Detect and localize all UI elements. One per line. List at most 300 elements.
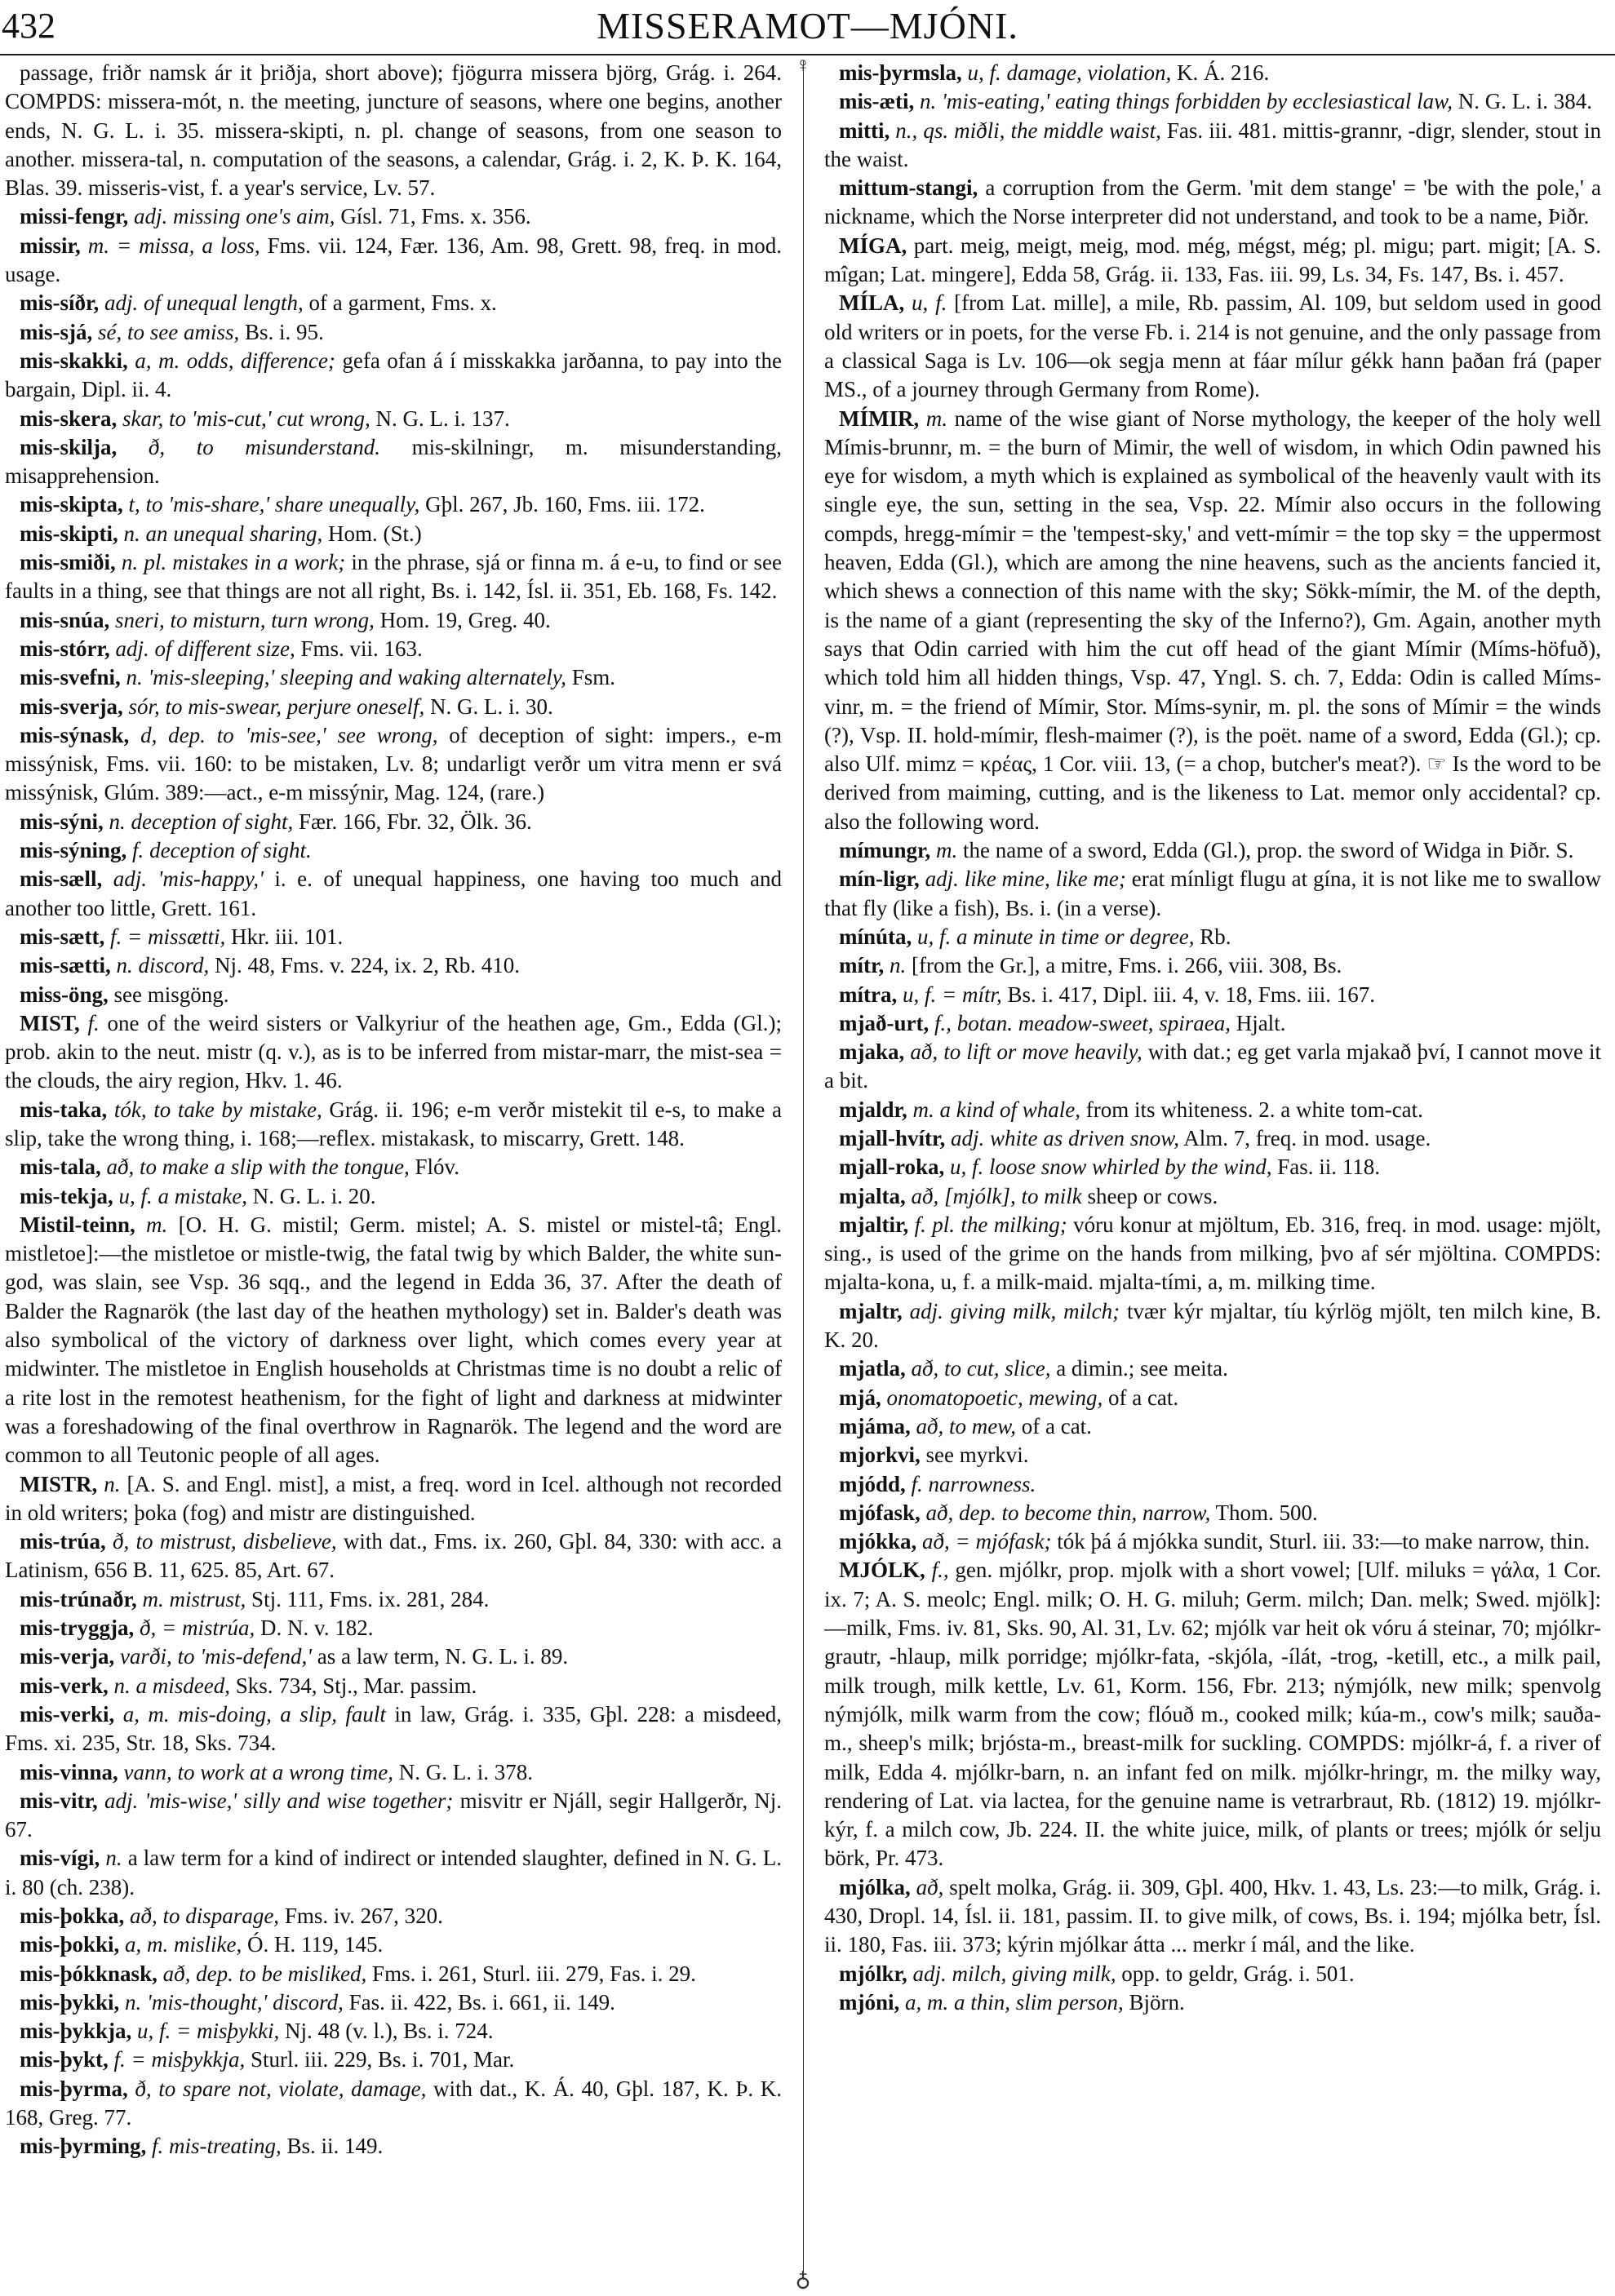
headword: mjólkr, [839, 1961, 907, 1986]
headword: miss-öng, [20, 982, 109, 1007]
headword: missir, [20, 233, 81, 258]
definition: a thin, slim person, [954, 1989, 1124, 2015]
entry-text: as a law term, N. G. L. i. 89. [317, 1644, 569, 1669]
grammar-note: u, f. [118, 1183, 153, 1208]
grammar-note: ð, [135, 2076, 152, 2101]
headword: mis-trúnaðr, [20, 1586, 137, 1611]
definition: giving milk, milch; [950, 1298, 1120, 1323]
dictionary-entry [824, 1211, 1601, 1297]
headword: mjatla, [839, 1356, 906, 1381]
entry-text: with dat., K. Á. 40, Gþl. 187, K. Þ. K. 168, Greg. 77. [5, 2076, 782, 2130]
entry-text: Hom. 19, Greg. 40. [379, 607, 551, 632]
entry-text: D. N. v. 182. [260, 1616, 374, 1641]
grammar-note: f. [132, 838, 144, 863]
column-ornament-bottom: ♁ [795, 2267, 811, 2291]
headword: mis-vinna, [20, 1759, 118, 1784]
grammar-note: t, [128, 492, 140, 517]
definition: mewing, [1028, 1385, 1103, 1410]
dictionary-entry [5, 1614, 782, 1642]
dictionary-entry [5, 59, 782, 202]
entry-text: [from Lat. mille], a mile, Rb. passim, Al. 109, but seldom used in good old writers or in poets, for the verse Fb. i. 214 is not genuine, and the only passage from a classical Saga is Lv. 106—ok segja menn at fáar mílur gékk hann þaðan frá (paper MS., of a journey through Germany from Rome). [824, 290, 1601, 402]
definition: 'mis-sleeping,' sleeping and waking alternately, [148, 665, 566, 690]
headword: mis-æti, [839, 89, 915, 114]
definition: to misunderstand. [196, 434, 381, 459]
dictionary-entry [5, 951, 782, 980]
entry-text: from its whiteness. 2. a white tom-cat. [1085, 1097, 1423, 1122]
headword: mittum-stangi, [839, 175, 978, 201]
definition: of unequal length, [144, 290, 304, 316]
entry-text: Hkr. iii. 101. [230, 924, 344, 949]
grammar-note: varði, [119, 1644, 172, 1669]
entry-text: Stj. 111, Fms. ix. 281, 284. [251, 1586, 490, 1611]
grammar-note: onomatopoetic, [886, 1385, 1023, 1410]
grammar-note: adj. [134, 204, 168, 229]
grammar-note: sór, [128, 694, 160, 719]
grammar-note: adj. [951, 1125, 985, 1150]
entry-text: part. meig, meigt, meig, mod. még, mégst, még; pl. migu; part. migit; [A. S. mîgan; Lat. mingere], Edda 58, Grág. ii. 133, Fas. iii. 99, Ls. 34, Fs. 147, Bs. i. 457. [824, 233, 1601, 287]
entry-text: of a garment, Fms. x. [308, 290, 497, 316]
dictionary-entry [824, 1096, 1601, 1124]
entry-text: Fms. vii. 163. [300, 636, 423, 661]
grammar-note: n. [919, 89, 937, 114]
dictionary-entry [5, 1960, 782, 1988]
grammar-note: m. [146, 1212, 168, 1237]
headword: mis-sjá, [20, 319, 93, 344]
dictionary-entry [824, 289, 1601, 404]
grammar-note: adj. [104, 1788, 139, 1813]
headword: mis-sæll, [20, 867, 103, 892]
entry-text: Gþl. 267, Jb. 160, Fms. iii. 172. [425, 492, 705, 517]
grammar-note: adj. [104, 290, 139, 316]
entry-text: gefa ofan á í misskakka jarðanna, to pay into the bargain, Dipl. ii. 4. [5, 348, 782, 402]
dictionary-entry [5, 2075, 782, 2133]
dictionary-entry [5, 433, 782, 491]
headword: mítr, [839, 953, 885, 978]
headword: mis-skilja, [20, 434, 118, 459]
entry-text: K. Á. 216. [1177, 60, 1270, 85]
dictionary-entry [5, 721, 782, 808]
dictionary-entry [824, 951, 1601, 980]
dictionary-entry [824, 1384, 1601, 1412]
definition: to make a slip with the tongue, [139, 1155, 410, 1180]
headword: mis-tryggja, [20, 1616, 135, 1641]
headword: mjalta, [839, 1183, 906, 1208]
grammar-note: u, f. [967, 60, 1001, 85]
entry-text: N. G. L. i. 384. [1457, 89, 1592, 114]
grammar-note: n. [890, 953, 907, 978]
headword: mis-skipta, [20, 492, 123, 517]
dictionary-entry [824, 1556, 1601, 1873]
entry-text: Bs. ii. 149. [286, 2134, 384, 2159]
entry-text: in law, Grág. i. 335, Gþl. 228: a misdeed, Fms. xi. 235, Str. 18, Sks. 734. [5, 1701, 782, 1756]
headword: mjaltir, [839, 1212, 909, 1237]
headword: mis-trúa, [20, 1529, 106, 1554]
entry-text: of deception of sight: impers., e-m missýnisk, Fms. vii. 160: to be mistaken, Lv. 8; undarligt verðr um vitra menn er svá missýnisk, Glúm. 389:—act., e-m missýnir, Mag. 124, (rare.) [5, 722, 782, 805]
entry-text: Fær. 166, Fbr. 32, Ölk. 36. [299, 809, 532, 834]
headword: mis-síðr, [20, 290, 100, 316]
definition: a loss, [202, 233, 260, 258]
dictionary-entry [5, 2132, 782, 2161]
dictionary-entry [5, 693, 782, 721]
definition: to take by mistake, [153, 1097, 322, 1122]
definition: to milk [1021, 1183, 1082, 1208]
headword: mis-vígi, [20, 1846, 100, 1871]
entry-text: [O. H. G. mistil; Germ. mistel; A. S. mistel or mistel-tâ; Engl. mistletoe]:—the mistletoe or mistle-twig, the fatal twig by which Balder, the white sun-god, was slain, see Vsp. 36 sqq., and the legend in Edda 36, 37. After the death of Balder the Ragnarök (the last day of the heathen mythology) set in. Balder's death was also symbolical of the victory of darkness over light, which comes every year at midwinter. The mistletoe in English households at Christmas time is no doubt a relic of a rite lost in the remotest heathenism, for the fight of light and darkness at midwinter was a foreshadowing of the final overthrow in Ragnarök. The legend and the word are common to all Teutonic people of all ages. [5, 1212, 782, 1468]
entry-text: see misgöng. [113, 982, 229, 1007]
headword: mis-verk, [20, 1673, 109, 1698]
grammar-note: adj. [912, 1961, 947, 1986]
dictionary-entry [5, 663, 782, 692]
dictionary-entry [5, 1787, 782, 1845]
grammar-note: vann, [123, 1759, 172, 1784]
entry-text: passage, friðr namsk ár it þriðja, short above); fjögurra missera björg, Grág. i. 264. COMPDS: missera-mót, n. the meeting, juncture of seasons, where one begins, another ends, N. G. L. i. 35. missera-skipti, n. pl. change of seasons, from one season to another. missera-tal, n. computation of the seasons, a calendar, Grág. i. 2, K. Þ. K. 164, Blas. 39. misseris-vist, f. a year's service, Lv. 57. [5, 60, 782, 201]
dictionary-entry [824, 981, 1601, 1009]
grammar-note: adj. [115, 636, 149, 661]
dictionary-entry [824, 1038, 1601, 1096]
grammar-note: n. [105, 1846, 122, 1871]
definition: like mine, like me; [964, 867, 1126, 892]
headword: mjaka, [839, 1039, 905, 1065]
entry-text: Fas. iii. 481. mittis-grannr, -digr, slender, stout in the waist. [824, 117, 1601, 171]
grammar-note: f., [931, 1558, 949, 1583]
headword: mis-sverja, [20, 694, 123, 719]
headword: mis-sýni, [20, 809, 104, 834]
dictionary-entry [5, 981, 782, 1009]
headword: mis-tala, [20, 1155, 101, 1180]
page-number: 432 [2, 6, 55, 46]
definition: to spare not, violate, damage, [158, 2076, 427, 2101]
entry-text: of a cat. [1107, 1385, 1179, 1410]
dictionary-entry [5, 1182, 782, 1211]
definition: loose snow whirled by the wind, [989, 1155, 1272, 1180]
dictionary-entry [824, 117, 1601, 175]
entry-text: N. G. L. i. 137. [375, 406, 510, 431]
headword: mjall-roka, [839, 1155, 945, 1180]
dictionary-entry [5, 836, 782, 865]
column-ornament-top: ♀ [795, 53, 811, 77]
entry-text: Nj. 48, Fms. v. 224, ix. 2, Rb. 410. [214, 953, 521, 978]
definition: to lift or move heavily, [943, 1039, 1142, 1065]
headword: mis-þokka, [20, 1904, 125, 1928]
dictionary-entry [824, 87, 1601, 116]
definition: the milking; [961, 1212, 1067, 1237]
definition: to mis-swear, perjure oneself, [165, 694, 425, 719]
grammar-note: f. [911, 1471, 923, 1496]
entry-text: i. e. of unequal happiness, one having too much and another too little, Grett. 161. [5, 867, 782, 920]
entry-text: Fas. ii. 422, Bs. i. 661, ii. 149. [348, 1989, 615, 2015]
grammar-note: u, f. = misþykki, [137, 2019, 280, 2044]
headword: mjókka, [839, 1529, 917, 1554]
definition: deception of sight, [131, 809, 294, 834]
dictionary-entry [824, 836, 1601, 865]
headword: mis-þykki, [20, 1989, 120, 2015]
headword: mis-taka, [20, 1097, 108, 1122]
dictionary-entry [5, 1902, 782, 1930]
dictionary-entry [5, 1470, 782, 1528]
dictionary-entry [824, 1009, 1601, 1038]
headword: mis-þyrma, [20, 2076, 128, 2101]
entry-text: Nj. 48 (v. l.), Bs. i. 724. [284, 2019, 494, 2044]
dictionary-entry [5, 490, 782, 519]
grammar-note: a, m. [135, 348, 180, 373]
dictionary-entry [5, 1844, 782, 1902]
dictionary-entry [5, 1672, 782, 1700]
headword: MJÓLK, [839, 1558, 925, 1583]
headword: mis-stórr, [20, 636, 110, 661]
grammar-note: n. [116, 953, 133, 978]
right-column [824, 59, 1601, 2283]
headword: Mistil-teinn, [20, 1212, 135, 1237]
definition: a mistake, [158, 1183, 247, 1208]
headword: mis-verki, [20, 1701, 115, 1726]
dictionary-entry [5, 347, 782, 405]
grammar-note: u, f. = mítr, [902, 982, 1002, 1007]
entry-text: Hom. (St.) [328, 521, 422, 546]
grammar-note: n. [126, 665, 143, 690]
headword: mis-sýnask, [20, 722, 130, 747]
definition: the middle waist, [1010, 117, 1161, 143]
entry-text: mis-skilningr, m. misunderstanding, misapprehension. [5, 434, 782, 489]
definition: 'mis-eating,' eating things forbidden by ecclesiastical law, [941, 89, 1453, 114]
headword: MÍGA, [839, 233, 907, 258]
definition: mistrust, [169, 1586, 246, 1611]
definition: milch, giving milk, [952, 1961, 1116, 1986]
headword: mjóni, [839, 1989, 900, 2015]
entry-text: one of the weird sisters or Valkyriur of the heathen age, Gm., Edda (Gl.); prob. akin to the neut. mistr (q. v.), as is to be inferred from mistar-marr, the mist-sea = the clouds, the airy region, Hkv. 1. 46. [5, 1010, 782, 1093]
entry-text: the name of a sword, Edda (Gl.), prop. the sword of Widga in Þiðr. S. [963, 838, 1574, 863]
headword: mínúta, [839, 924, 912, 949]
dictionary-entry [824, 405, 1601, 836]
grammar-note: d, dep. [140, 722, 206, 747]
column-divider [803, 60, 804, 2280]
entry-text: vóru konur at mjöltum, Eb. 316, freq. in mod. usage: mjölt, sing., is used of the grime on the hands from milking, þvo af sér mjöltina. COMPDS: mjalta-kona, u, f. a milk-maid. mjalta-tími, a, m. milking time. [824, 1212, 1601, 1295]
headword: mjódd, [839, 1471, 906, 1496]
dictionary-entry [824, 1441, 1601, 1469]
entry-text: see myrkvi. [925, 1443, 1029, 1468]
entry-text: sheep or cows. [1087, 1183, 1218, 1208]
definition: mislike, [174, 1932, 242, 1957]
headword: MÍMIR, [839, 406, 920, 431]
headword: mis-þyrming, [20, 2134, 147, 2159]
headword: mis-skakki, [20, 348, 128, 373]
entry-text: Fsm. [571, 665, 616, 690]
definition: 'mis-thought,' discord, [147, 1989, 344, 2015]
entry-text: Thom. 500. [1215, 1500, 1318, 1525]
entry-text: misvitr er Njáll, segir Hallgerðr, Nj. 67. [5, 1788, 782, 1842]
dictionary-entry [5, 1527, 782, 1585]
headword: mis-þyrmsla, [839, 60, 962, 85]
dictionary-entry [824, 1182, 1601, 1211]
grammar-note: að, dep. [162, 1961, 233, 1986]
headword: mis-þykt, [20, 2047, 109, 2072]
dictionary-entry [5, 1096, 782, 1154]
entry-text: with dat., Fms. ix. 260, Gþl. 84, 330: with acc. a Latinism, 656 B. 11, 625. 85, Art. 67. [5, 1529, 782, 1583]
dictionary-entry [824, 1499, 1601, 1527]
definition: to disparage, [162, 1904, 280, 1928]
entry-text: Ó. H. 119, 145. [247, 1932, 384, 1957]
entry-text: Grág. ii. 196; e-m verðr mistekit til e-s, to make a slip, take the wrong thing, i. 168;—reflex. mistakask, to miscarry, Grett. 148. [5, 1097, 782, 1150]
headword: mitti, [839, 117, 890, 143]
dictionary-entry [5, 2046, 782, 2074]
entry-text: Bs. i. 417, Dipl. iii. 4, v. 18, Fms. iii. 167. [1007, 982, 1376, 1007]
dictionary-entry [824, 1470, 1601, 1499]
dictionary-entry [824, 1873, 1601, 1960]
grammar-note: skar, [122, 406, 164, 431]
entry-text: [A. S. and Engl. mist], a mist, a freq. word in Icel. although not recorded in old writers; þoka (fog) and mistr are distinguished. [5, 1471, 782, 1525]
headword: mis-þykkja, [20, 2019, 132, 2044]
grammar-note: a, m. [905, 1989, 949, 2015]
entry-text: Flóv. [415, 1155, 459, 1180]
entry-text: a law term for a kind of indirect or intended slaughter, defined in N. G. L. i. 80 (ch. 238). [5, 1846, 782, 1899]
grammar-note: að, [916, 1874, 944, 1899]
headword: mjófask, [839, 1500, 921, 1525]
grammar-note: n., qs. miðli, [895, 117, 1005, 143]
definition: narrowness. [928, 1471, 1036, 1496]
headword: MIST, [20, 1010, 80, 1035]
dictionary-entry [5, 289, 782, 317]
definition: of different size, [154, 636, 295, 661]
headword: mis-þokki, [20, 1932, 120, 1957]
dictionary-entry [5, 808, 782, 836]
grammar-note: að, [106, 1155, 135, 1180]
dictionary-entry [5, 606, 782, 635]
grammar-note: m. = missa, [87, 233, 195, 258]
definition: odds, difference; [186, 348, 335, 373]
definition: damage, violation, [1006, 60, 1172, 85]
definition: a misdeed, [135, 1673, 230, 1698]
headword: mjólka, [839, 1874, 911, 1899]
grammar-note: m. [936, 838, 958, 863]
grammar-note: n. pl. [121, 550, 167, 575]
definition: to 'mis-defend,' [177, 1644, 312, 1669]
dictionary-entry [824, 865, 1601, 923]
dictionary-entry [5, 923, 782, 951]
definition: a kind of whale, [939, 1097, 1080, 1122]
dictionary-entry [824, 1988, 1601, 2017]
dictionary-entry [5, 1758, 782, 1787]
headword: mjáma, [839, 1413, 911, 1438]
headword: mítra, [839, 982, 898, 1007]
entry-text: Fms. iv. 267, 320. [284, 1904, 443, 1928]
dictionary-entry [824, 1124, 1601, 1153]
grammar-note: u, f. [950, 1155, 984, 1180]
dictionary-entry [5, 202, 782, 231]
entry-text: of a cat. [1021, 1413, 1092, 1438]
headword: missi-fengr, [20, 204, 129, 229]
entry-text: Rb. [1200, 924, 1231, 949]
definition: to mistrust, disbelieve, [135, 1529, 337, 1554]
grammar-note: adj. [113, 867, 148, 892]
grammar-note: a, m. [122, 1701, 170, 1726]
headword: MISTR, [20, 1471, 98, 1496]
dictionary-entry [5, 520, 782, 548]
grammar-note: að, [911, 1356, 939, 1381]
dictionary-entry [5, 1585, 782, 1614]
grammar-note: sneri, [115, 607, 165, 632]
definition: to 'mis-cut,' cut wrong, [169, 406, 370, 431]
headword: mjaltr, [839, 1298, 903, 1323]
definition: mis-doing, a slip, fault [178, 1701, 386, 1726]
grammar-note: ð, = mistrúa, [139, 1616, 255, 1641]
grammar-note: n. [109, 809, 126, 834]
grammar-note: sé, [98, 319, 122, 344]
definition: missing one's aim, [173, 204, 335, 229]
dictionary-entry [5, 1930, 782, 1959]
definition: to be misliked, [238, 1961, 367, 1986]
entry-text: a dimin.; see meita. [1056, 1356, 1228, 1381]
entry-text: tók þá á mjókka sundit, Sturl. iii. 33:—to make narrow, thin. [1057, 1529, 1591, 1554]
dictionary-entry [824, 1153, 1601, 1181]
dictionary-entry [824, 1960, 1601, 1988]
headword: MÍLA, [839, 290, 905, 316]
grammar-note: f. = missætti, [109, 924, 226, 949]
headword: mis-vitr, [20, 1788, 98, 1813]
headword: mjað-urt, [839, 1010, 930, 1035]
entry-text: [from the Gr.], a mitre, Fms. i. 266, viii. 308, Bs. [912, 953, 1342, 978]
definition: a minute in time or degree, [956, 924, 1195, 949]
definition: to 'mis-see,' see wrong, [216, 722, 438, 747]
left-column [5, 59, 782, 2283]
grammar-note: ð, [148, 434, 166, 459]
dictionary-entry [5, 1700, 782, 1758]
headword: mjaldr, [839, 1097, 907, 1122]
dictionary-entry [824, 1527, 1601, 1556]
entry-text: N. G. L. i. 20. [252, 1183, 376, 1208]
grammar-note: m. [912, 1097, 934, 1122]
dictionary-entry [824, 232, 1601, 290]
grammar-note: ð, [113, 1529, 130, 1554]
grammar-note: m. [925, 406, 948, 431]
grammar-note: að, [130, 1904, 158, 1928]
definition: an unequal sharing, [145, 521, 323, 546]
definition: to misturn, turn wrong, [170, 607, 375, 632]
headword: mjorkvi, [839, 1443, 921, 1468]
definition: mistakes in a work; [172, 550, 346, 575]
dictionary-entry [5, 318, 782, 347]
grammar-note: n. [104, 1471, 121, 1496]
grammar-note: adj. [925, 867, 959, 892]
entry-text: Fms. vii. 124, Fær. 136, Am. 98, Grett. 98, freq. in mod. usage. [5, 233, 782, 287]
dictionary-entry [824, 59, 1601, 87]
definition: to become thin, narrow, [1001, 1500, 1211, 1525]
grammar-note: að, dep. [925, 1500, 996, 1525]
entry-text: Fms. i. 261, Sturl. iii. 279, Fas. i. 29. [372, 1961, 696, 1986]
grammar-note: n. [123, 521, 140, 546]
grammar-note: að, = mjófask; [922, 1529, 1052, 1554]
definition: mis-treating, [169, 2134, 282, 2159]
dictionary-entry [5, 1211, 782, 1470]
entry-text: Alm. 7, freq. in mod. usage. [1183, 1125, 1431, 1150]
entry-text: gen. mjólkr, prop. mjolk with a short vowel; [Ulf. miluks = γάλα, 1 Cor. ix. 7; A. S. meolc; Engl. milk; O. H. G. miluh; Germ. milch; Dan. melk; Swed. mjölk]:—milk, Fms. iv. 81, Sks. 90, Al. 31, Lv. 62; mjólk var heit ok vóru á steinar, 70; mjólkr-grautr, -hlaup, milk porridge; mjólkr-fata, -skjóla, -ílát, -trog, -ketill, etc., a milk pail, milk trough, milk kettle, Lv. 61, Korm. 156, Fbr. 213; nýmjólk, new milk; spenvolg nýmjólk, milk warm from the cow; flóuð m., cooked milk; kúa-m., cow's milk; sauða-m., sheep's milk; brjósta-m., breast-milk for suckling. COMPDS: mjólkr-á, f. a river of milk, Edda 4. mjólkr-barn, n. an infant fed on milk. mjólkr-hringr, m. the milky way, rendering of Lat. via lactea, for the genuine name is vetrarbraut, Rb. (1812) 19. mjólkr-kýr, f. a milch cow, Jb. 224. II. the white juice, milk, of plants or trees; mjólk ór selju börk, Pr. 473. [824, 1558, 1601, 1871]
definition: to cut, slice, [943, 1356, 1051, 1381]
entry-text: with dat.; eg get varla mjakað því, I cannot move it a bit. [824, 1039, 1601, 1093]
grammar-note: m. [142, 1586, 164, 1611]
headword: mis-tekja, [20, 1183, 113, 1208]
entry-text: spelt molka, Grág. ii. 309, Gþl. 400, Hkv. 1. 43, Ls. 23:—to milk, Grág. i. 430, Dropl. 14, Ísl. ii. 181, passim. II. to give milk, of cows, Bs. i. 194; mjólka betr, Ísl. ii. 180, Fas. iii. 373; kýrin mjólkar átta ... merkr í mál, and the like. [824, 1874, 1601, 1957]
entry-text: a corruption from the Germ. 'mit dem stange' = 'be with the pole,' a nickname, which the Norse interpreter did not understand, and took to be a name, Þiðr. [824, 175, 1601, 229]
dictionary-entry [5, 232, 782, 290]
headword: mis-snúa, [20, 607, 110, 632]
entry-text: in the phrase, sjá or finna m. á e-u, to find or see faults in a thing, see that things are not all right, Bs. i. 142, Ísl. ii. 351, Eb. 168, Fs. 142. [5, 550, 782, 604]
grammar-note: tók, [113, 1097, 147, 1122]
dictionary-entry [5, 2017, 782, 2046]
grammar-note: adj. [909, 1298, 943, 1323]
entry-text: tvær kýr mjaltar, tíu kýrlög mjölt, ten milch kine, B. K. 20. [824, 1298, 1601, 1353]
headword: mímungr, [839, 838, 931, 863]
headword: mis-verja, [20, 1644, 115, 1669]
grammar-note: n. [125, 1989, 142, 2015]
definition: discord, [138, 953, 210, 978]
